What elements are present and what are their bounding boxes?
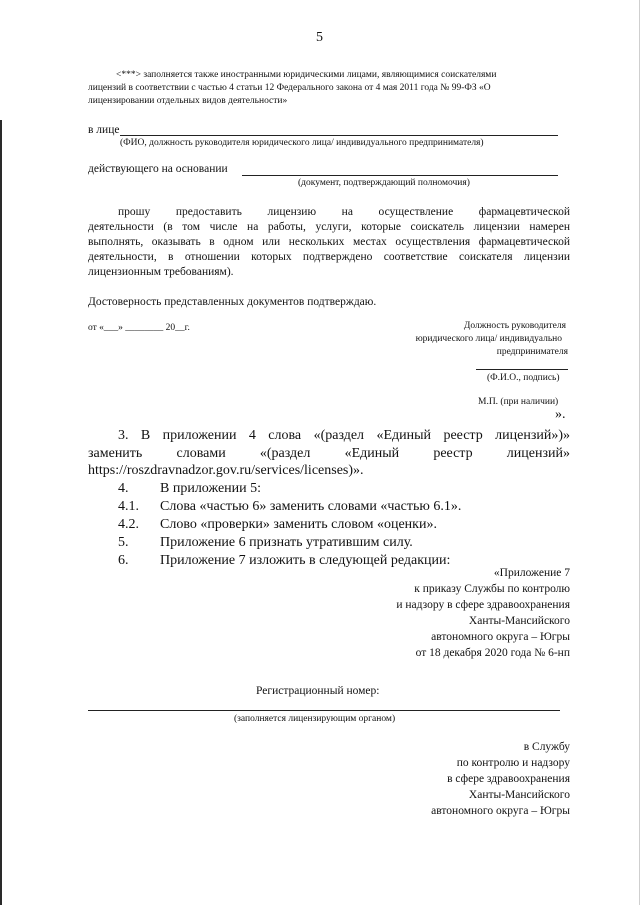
registration-label: Регистрационный номер: [256, 685, 380, 697]
scan-edge-left [0, 120, 2, 905]
item-3-line-2: заменить словами «(раздел «Единый реестр лицензий» [88, 446, 570, 461]
item-6-num: 6. [118, 553, 129, 568]
signer-line-2: юридического лица/ индивидуально [415, 334, 562, 344]
signature-line[interactable] [476, 369, 568, 370]
request-line-5: лицензионным требованиям). [88, 266, 234, 278]
request-line-2: деятельности (в том числе на работы, услуги, которые соискатель лицензии намерен [88, 221, 570, 233]
item-4-num: 4. [118, 481, 129, 496]
item-3-line-3: https://roszdravnadzor.gov.ru/services/licenses)». [88, 463, 364, 478]
item-6-text: Приложение 7 изложить в следующей редакции: [160, 553, 451, 568]
acting-label: действующего на основании [88, 163, 228, 175]
addressee-line-3: в сфере здравоохранения [447, 773, 570, 785]
item-4-text: В приложении 5: [160, 481, 262, 496]
in-person-label: в лице [88, 124, 120, 136]
page-number: 5 [316, 30, 323, 45]
addressee-line-1: в Службу [523, 741, 570, 753]
fio-signature-caption: (Ф.И.О., подпись) [487, 373, 560, 383]
item-4-1-num: 4.1. [118, 499, 139, 514]
signer-line-3: предпринимателя [496, 347, 568, 357]
in-person-caption: (ФИО, должность руководителя юридического лица/ индивидуального предпринимателя) [120, 138, 484, 148]
appendix-line-1: «Приложение 7 [493, 567, 570, 579]
item-3-line-1: 3. В приложении 4 слова «(раздел «Единый реестр лицензий»)» [118, 428, 570, 443]
in-person-line[interactable] [120, 135, 558, 136]
item-4-2-num: 4.2. [118, 517, 139, 532]
footnote-line-3: лицензировании отдельных видов деятельности» [88, 96, 288, 106]
addressee-line-2: по контролю и надзору [456, 757, 570, 769]
appendix-line-5: автономного округа – Югры [431, 631, 570, 643]
addressee-line-5: автономного округа – Югры [431, 805, 570, 817]
appendix-line-6: от 18 декабря 2020 года № 6-нп [415, 647, 570, 659]
item-5-text: Приложение 6 признать утратившим силу. [160, 535, 413, 550]
close-quote: ». [555, 407, 566, 422]
request-line-3: выполнять, оказывать в одном или нескольких местах осуществления фармацевтической [88, 236, 570, 248]
footnote-line-2: лицензий в соответствии с частью 4 статьи 12 Федерального закона от 4 мая 2011 года № 99-ФЗ «О [88, 83, 491, 93]
stamp-caption: М.П. (при наличии) [478, 397, 559, 407]
item-4-1-text: Слова «частью 6» заменить словами «частью 6.1». [160, 499, 462, 514]
acting-line[interactable] [242, 175, 558, 176]
item-4-2-text: Слово «проверки» заменить словом «оценки». [160, 517, 437, 532]
footnote-line-1: <***> заполняется также иностранными юридическими лицами, являющимися соискателями [116, 70, 497, 80]
request-line-4: деятельности, в отношении которых подтверждено соответствие соискателя лицензии [88, 251, 570, 263]
item-5-num: 5. [118, 535, 129, 550]
appendix-line-2: к приказу Службы по контролю [414, 583, 570, 595]
appendix-line-4: Ханты-Мансийского [468, 615, 570, 627]
appendix-line-3: и надзору в сфере здравоохранения [396, 599, 570, 611]
date-field: от «___» ________ 20__г. [88, 323, 190, 333]
registration-line[interactable] [88, 710, 560, 711]
addressee-line-4: Ханты-Мансийского [468, 789, 570, 801]
registration-caption: (заполняется лицензирующим органом) [234, 714, 396, 724]
confirm-text: Достоверность представленных документов подтверждаю. [88, 296, 377, 308]
request-line-1: прошу предоставить лицензию на осуществление фармацевтической [118, 206, 570, 218]
acting-caption: (документ, подтверждающий полномочия) [298, 178, 470, 188]
signer-line-1: Должность руководителя [463, 321, 566, 331]
